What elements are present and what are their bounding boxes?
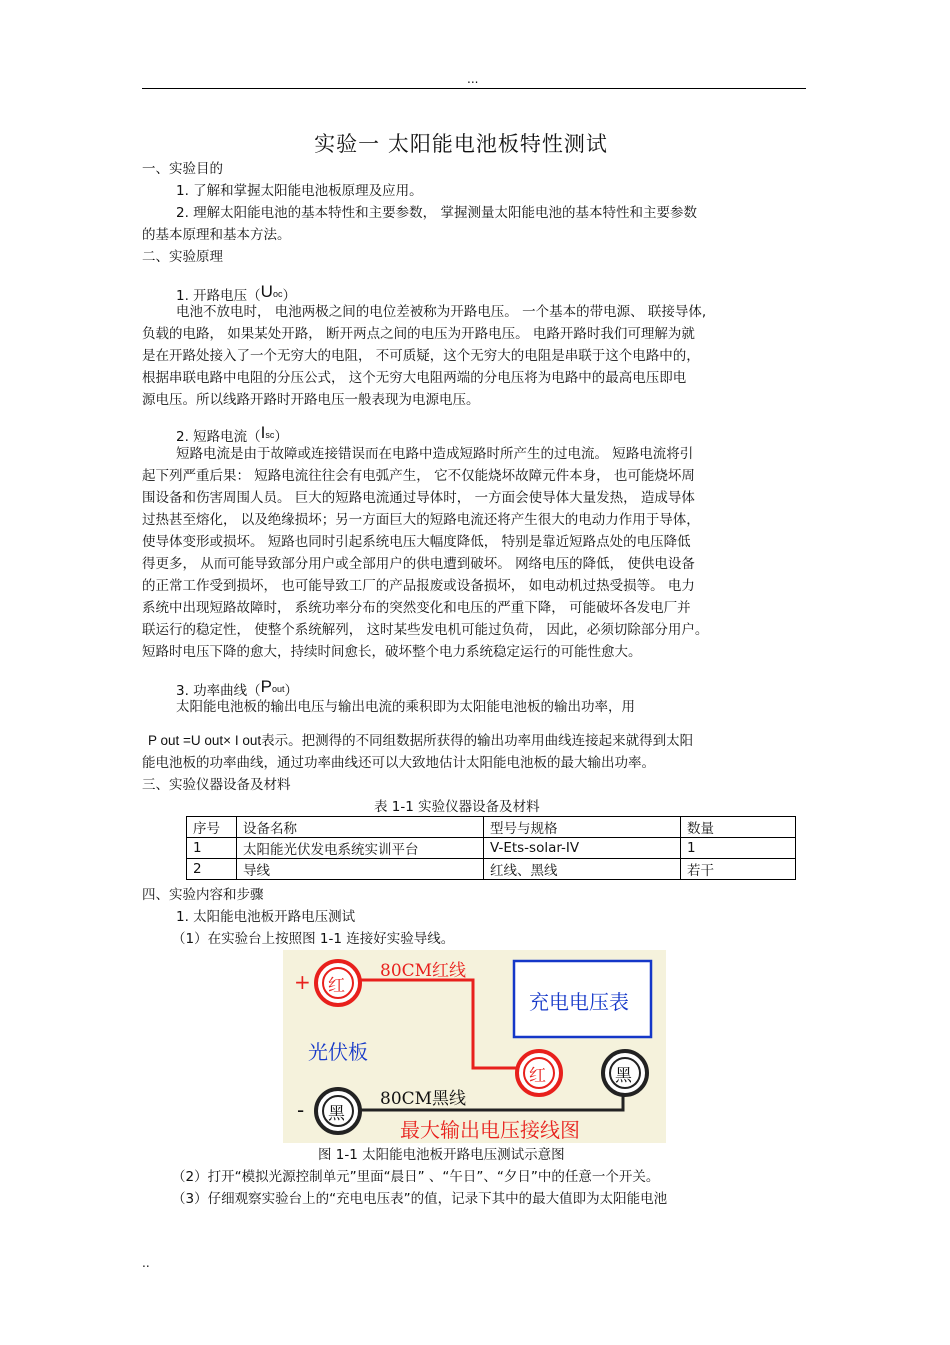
s4-step-2: （2）打开“模拟光源控制单元”里面“晨日” 、“午日”、“夕日”中的任意一个开关。 — [172, 1169, 660, 1185]
s2-p2-line: 起下列严重后果： 短路电流往往会有电弧产生， 它不仅能烧坏故障元件本身， 也可能烧坏周 — [142, 468, 695, 484]
table-header-cell: 设备名称 — [237, 817, 484, 838]
s2-p1-line: 源电压。所以线路开路时开路电压一般表现为电源电压。 — [142, 392, 480, 408]
table-cell: 2 — [187, 859, 237, 880]
equipment-table — [186, 816, 796, 880]
s2-p2-line: 联运行的稳定性， 使整个系统解列， 这时某些发电机可能过负荷， 因此，必须切除部分用户。 — [142, 622, 709, 638]
u-symbol: U — [260, 282, 273, 301]
open-circuit-close: ） — [282, 288, 296, 304]
section-3-heading: 三、实验仪器设备及材料 — [142, 777, 291, 793]
panel-label: 光伏板 — [308, 1040, 368, 1064]
header-rule — [142, 88, 806, 89]
power-curve-close: ） — [284, 683, 299, 699]
table-row — [187, 838, 796, 859]
table-cell: 红线、黑线 — [484, 859, 681, 880]
p-symbol: P — [260, 677, 273, 696]
table-header-cell: 数量 — [681, 817, 796, 838]
table-header-cell: 序号 — [187, 817, 237, 838]
section-2-heading: 二、实验原理 — [142, 249, 223, 265]
table-cell: V-Ets-solar-IV — [484, 838, 681, 859]
table-caption: 表 1-1 实验仪器设备及材料 — [374, 799, 540, 815]
figure-caption: 图 1-1 太阳能电池板开路电压测试示意图 — [318, 1147, 565, 1163]
power-curve-label: 3. 功率曲线（ — [176, 683, 261, 699]
plus-sign: + — [294, 970, 311, 994]
s2-p2-line: 过热甚至熔化， 以及绝缘损坏；另一方面巨大的短路电流还将产生很大的电动力作用于导体， — [142, 512, 700, 528]
s2-p2-line: 系统中出现短路故障时， 系统功率分布的突然变化和电压的严重下降， 可能破坏各发电厂并 — [142, 600, 691, 616]
s1-item-2-cont: 的基本原理和基本方法。 — [142, 227, 291, 243]
red-wire — [355, 980, 525, 1068]
meter-black-label: 黑 — [615, 1066, 632, 1086]
s2-p2-line: 围设备和伤害周围人员。 巨大的短路电流通过导体时， 一方面会使导体大量发热， 造成导体 — [142, 490, 695, 506]
s2-p2-line: 短路时电压下降的愈大，持续时间愈长，破坏整个电力系统稳定运行的可能性愈大。 — [142, 644, 642, 660]
red-wire-label: 80CM红线 — [380, 961, 467, 981]
oc-subscript: oc — [272, 289, 283, 299]
out-subscript: out — [272, 684, 285, 694]
minus-sign: - — [297, 1098, 305, 1122]
s2-p2-line: 使导体变形或损坏。 短路也同时引起系统电压大幅度降低， 特别是靠近短路点处的电压降低 — [142, 534, 691, 550]
s2-p2-line: 的正常工作受到损坏， 也可能导致工厂的产品报废或设备损坏， 如电动机过热受损等。 电力 — [142, 578, 695, 594]
figure-banner: 最大输出电压接线图 — [400, 1118, 580, 1142]
s2-p1-line: 负载的电路， 如果某处开路， 断开两点之间的电压为开路电压。 电路开路时我们可理解为就 — [142, 326, 695, 342]
meter-red-label: 红 — [529, 1066, 546, 1086]
table-cell: 1 — [681, 838, 796, 859]
s2-p2-line: 得更多， 从而可能导致部分用户或全部用户的供电遭到破坏。 网络电压的降低， 使供电设备 — [142, 556, 695, 572]
header-dots: ... — [467, 72, 479, 86]
short-circuit-close: ） — [274, 429, 288, 445]
s2-p3-line-2-rest: 表示。把测得的不同组数据所获得的输出功率用曲线连接起来就得到太阳 — [261, 733, 694, 749]
s2-p1-line: 是在开路处接入了一个无穷大的电阻， 不可质疑，这个无穷大的电阻是串联于这个电路中的， — [142, 348, 700, 364]
section-1-heading: 一、实验目的 — [142, 161, 223, 177]
s1-item-2: 2. 理解太阳能电池的基本特性和主要参数， 掌握测量太阳能电池的基本特性和主要参数 — [176, 205, 697, 221]
table-cell: 导线 — [237, 859, 484, 880]
section-4-heading: 四、实验内容和步骤 — [142, 887, 264, 903]
meter-label: 充电电压表 — [529, 990, 629, 1014]
s4-step-1: （1）在实验台上按照图 1-1 连接好实验导线。 — [172, 931, 455, 947]
s2-p1-line: 电池不放电时， 电池两极之间的电位差被称为开路电压。 一个基本的带电源、 联接导体, — [176, 304, 707, 320]
table-row — [187, 859, 796, 880]
panel-negative-label: 黑 — [328, 1104, 345, 1124]
table-cell: 若干 — [681, 859, 796, 880]
s2-p3-line-1: 太阳能电池板的输出电压与输出电流的乘积即为太阳能电池板的输出功率，用 — [176, 699, 635, 715]
i-symbol: I — [260, 423, 266, 442]
s2-p3-line-3: 能电池板的功率曲线，通过功率曲线还可以大致地估计太阳能电池板的最大输出功率。 — [142, 755, 655, 771]
black-wire-label: 80CM黑线 — [380, 1089, 467, 1109]
wiring-figure — [283, 950, 666, 1143]
footer-dots: .. — [142, 1256, 150, 1270]
table-header-row — [187, 817, 796, 838]
table-header-cell: 型号与规格 — [484, 817, 681, 838]
power-formula: P out =U out× I out — [148, 733, 262, 748]
s2-p1-line: 根据串联电路中电阻的分压公式， 这个无穷大电阻两端的分电压将为电路中的最高电压即电 — [142, 370, 687, 386]
s2-p3-line-2 — [148, 730, 693, 752]
table-cell: 太阳能光伏发电系统实训平台 — [237, 838, 484, 859]
s4-step-3: （3）仔细观察实验台上的“充电电压表”的值，记录下其中的最大值即为太阳能电池 — [172, 1191, 668, 1207]
panel-positive-label: 红 — [328, 976, 345, 996]
s4-sub-1: 1. 太阳能电池板开路电压测试 — [176, 909, 356, 925]
short-circuit-label: 2. 短路电流（ — [176, 429, 261, 445]
s1-item-1: 1. 了解和掌握太阳能电池板原理及应用。 — [176, 183, 423, 199]
s2-p2-line: 短路电流是由于故障或连接错误而在电路中造成短路时所产生的过电流。 短路电流将引 — [176, 446, 694, 462]
page-title: 实验一 太阳能电池板特性测试 — [314, 132, 608, 156]
table-cell: 1 — [187, 838, 237, 859]
open-circuit-label: 1. 开路电压（ — [176, 288, 261, 304]
sc-subscript: sc — [265, 430, 275, 440]
